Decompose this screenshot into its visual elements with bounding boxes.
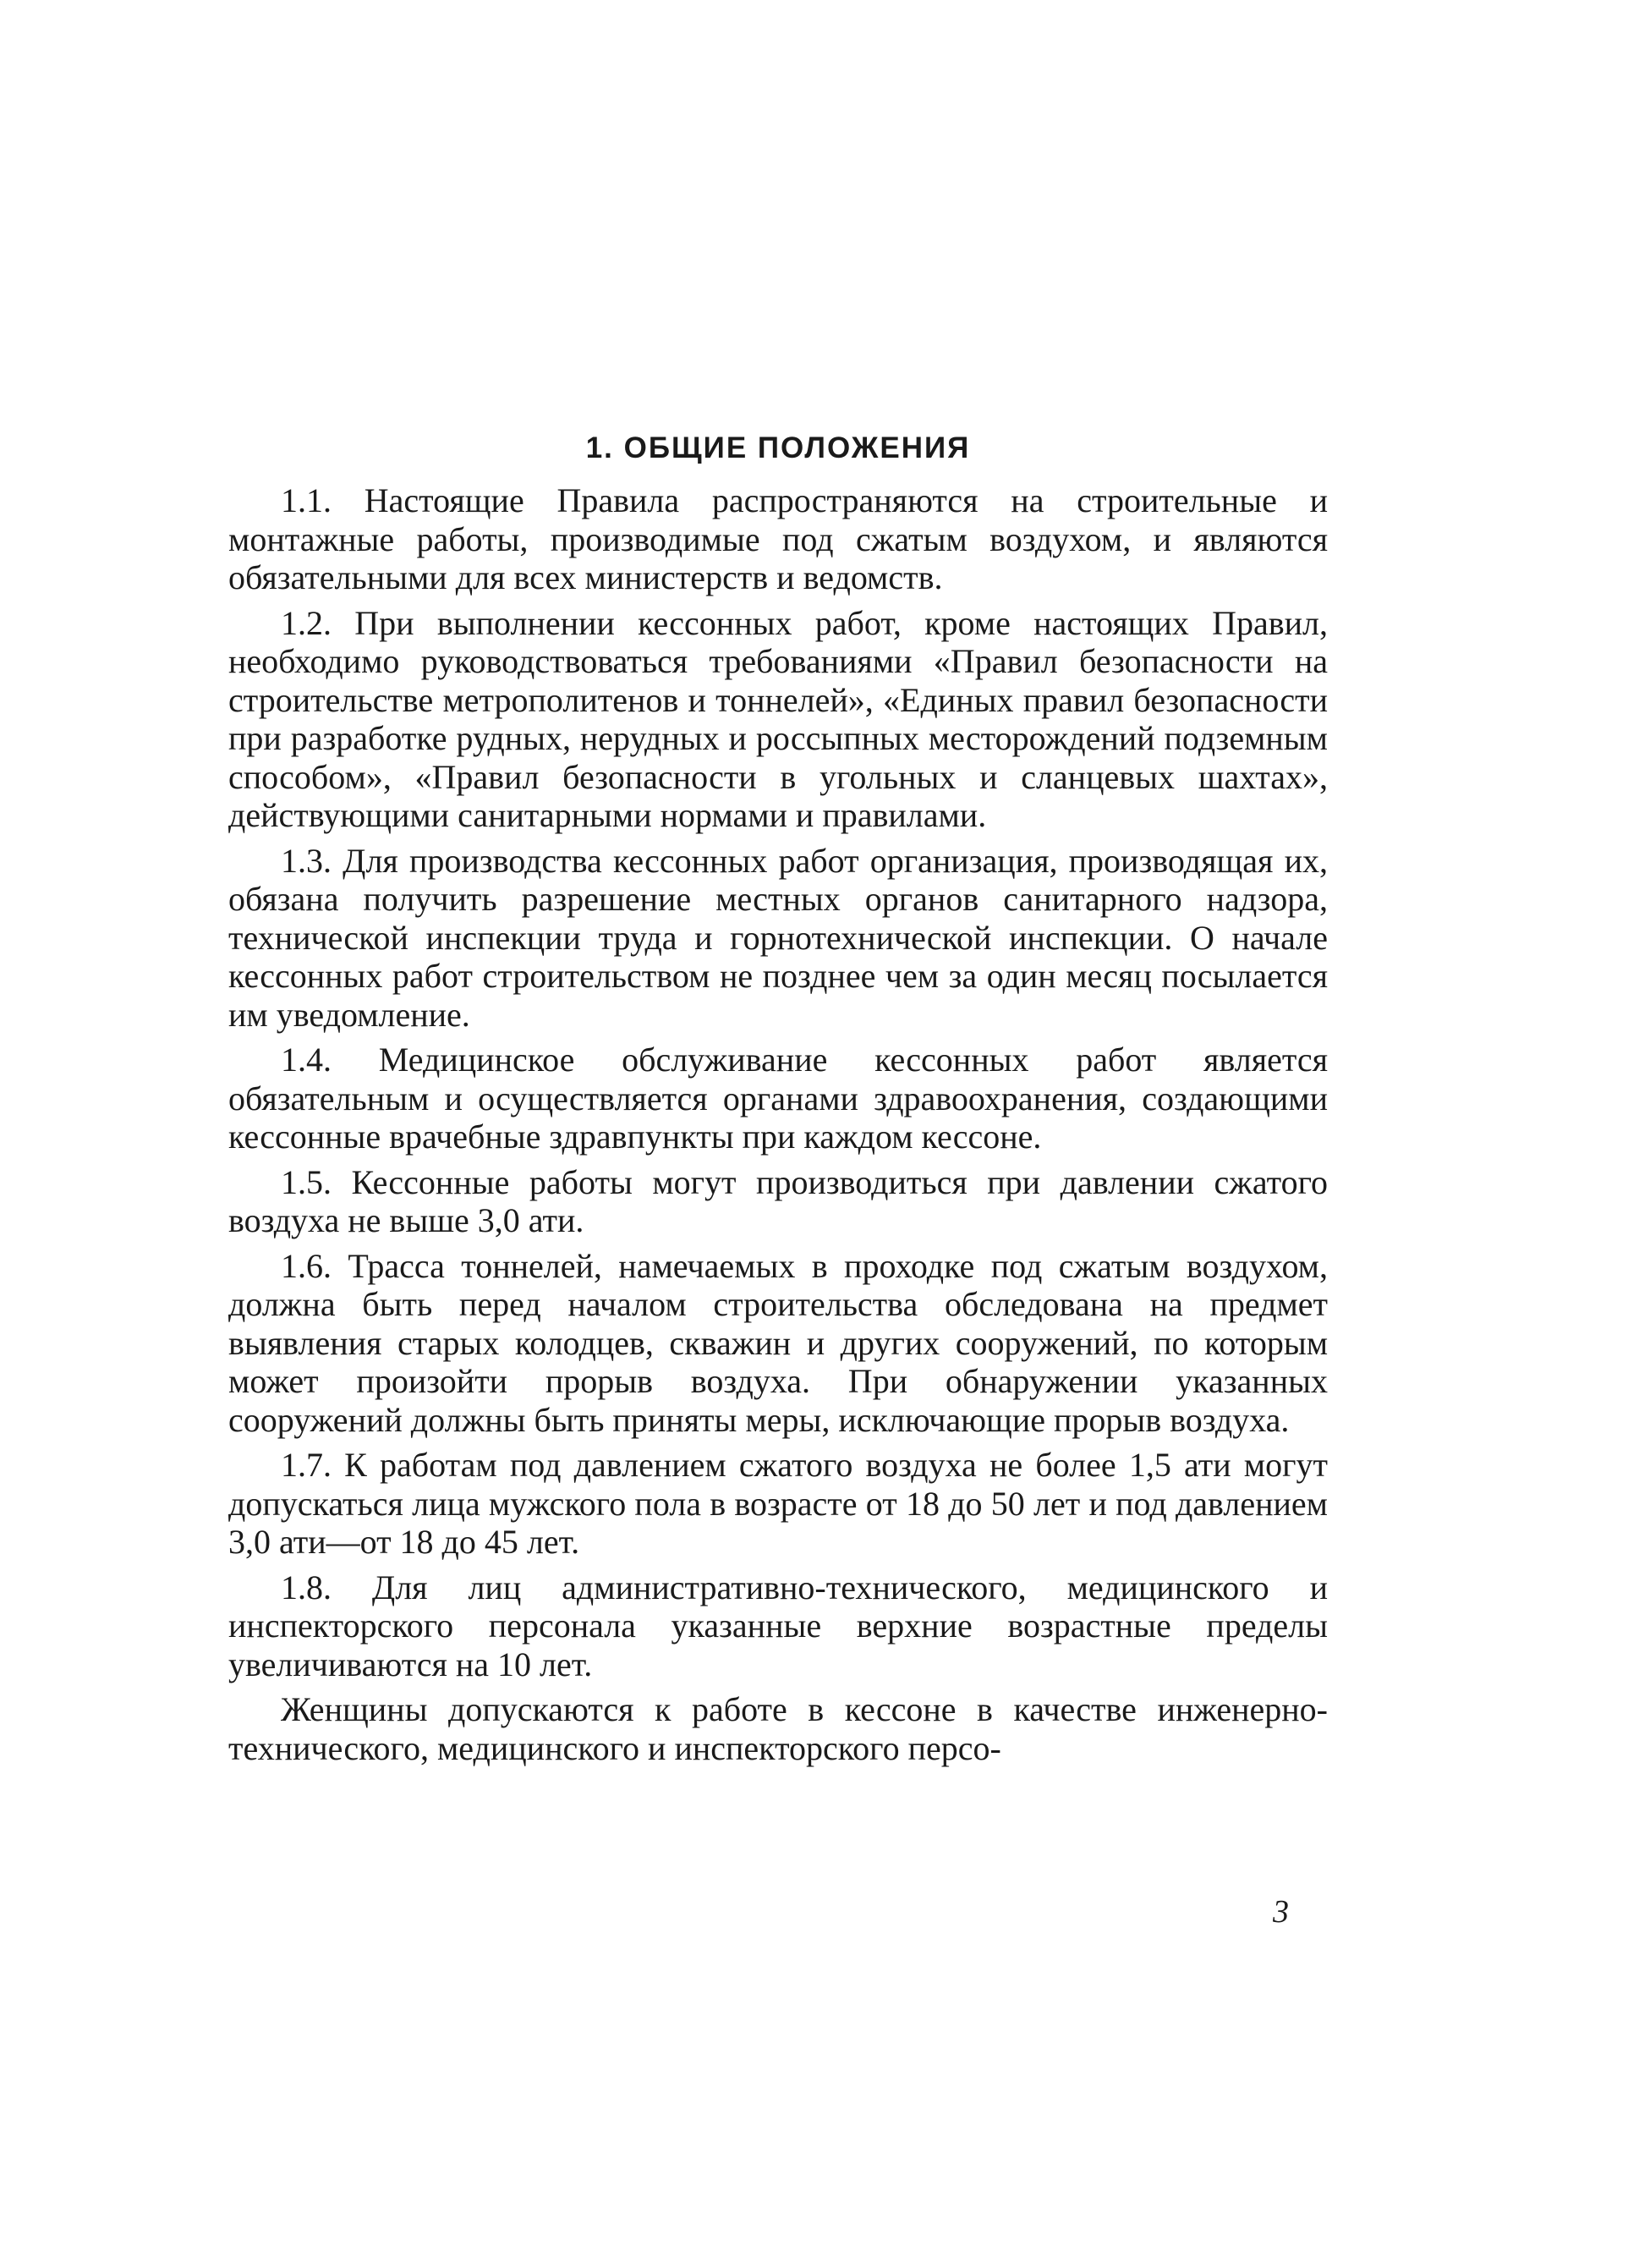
section-title: 1. ОБЩИЕ ПОЛОЖЕНИЯ <box>585 431 971 464</box>
paragraph-1-4: 1.4. Медицинское обслуживание кессонных работ является обязательным и осуществляется органами здравоохранения, создающими кессонные врачебные здравпункты при каждом кессоне. <box>228 1041 1328 1156</box>
page-number: 3 <box>1273 1894 1289 1930</box>
paragraph-1-6: 1.6. Трасса тоннелей, намечаемых в проходке под сжатым воздухом, должна быть перед началом строительства обследована на предмет выявления старых колодцев, скважин и других сооружений, по которым может произойти прорыв воздуха. При обнаружении указанных сооружений должны быть приняты меры, исключающие прорыв воздуха. <box>228 1246 1328 1439</box>
paragraph-1-5: 1.5. Кессонные работы могут производиться при давлении сжатого воздуха не выше 3,0 ати. <box>228 1162 1328 1239</box>
text-block <box>228 427 1328 1774</box>
paragraph-1-8: 1.8. Для лиц административно-технического, медицинского и инспекторского персонала указанные верхние возрастные пределы увеличиваются на 10 лет. <box>228 1568 1328 1683</box>
paragraph-1-1: 1.1. Настоящие Правила распространяются на строительные и монтажные работы, производимые под сжатым воздухом, и являются обязательными для всех министерств и ведомств. <box>228 481 1328 596</box>
paragraph-1-7: 1.7. К работам под давлением сжатого воздуха не более 1,5 ати могут допускаться лица мужского пола в возрасте от 18 до 50 лет и под давлением 3,0 ати—от 18 до 45 лет. <box>228 1446 1328 1561</box>
paragraph-1-3: 1.3. Для производства кессонных работ организация, производящая их, обязана получить разрешение местных органов санитарного надзора, технической инспекции труда и горнотехнической инспекции. О начале кессонных работ строительством не позднее чем за один месяц посылается им уведомление. <box>228 841 1328 1034</box>
paragraph-1-2: 1.2. При выполнении кессонных работ, кроме настоящих Правил, необходимо руководствоваться требованиями «Правил безопасности на строительстве метрополитенов и тоннелей», «Единых правил безопасности при разработке рудных, нерудных и россыпных месторождений подземным способом», «Правил безопасности в угольных и сланцевых шахтах», действующими санитарными нормами и правилами. <box>228 603 1328 834</box>
paragraph-women: Женщины допускаются к работе в кессоне в качестве инженерно-технического, медицинского и инспекторского персо- <box>228 1690 1328 1767</box>
